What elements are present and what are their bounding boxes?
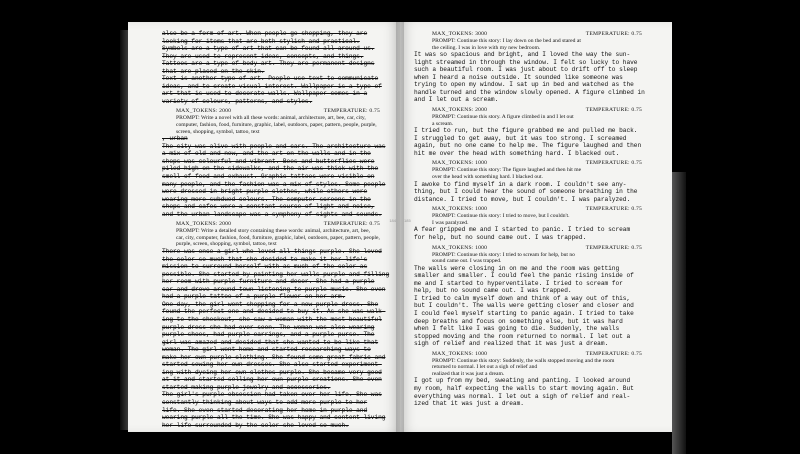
body-text-line: possible. She started by painting her walls purple and filling bbox=[162, 270, 390, 278]
body-text-line: again, but no one came to help me. The figure laughed and then bbox=[414, 142, 642, 150]
prompt-line: PROMPT: Continue this story: I lay down on the bed and stared at bbox=[432, 38, 581, 44]
body-text-line: shops was colourful and vibrant. Bees and butterflies were bbox=[162, 157, 375, 165]
generation-parameters bbox=[414, 107, 658, 114]
body-text-line: I could feel myself starting to panic again. I tried to take bbox=[414, 309, 634, 317]
body-text-line: ing with dyeing her own clothes purple. She became very good bbox=[162, 368, 382, 376]
left-page-top-text bbox=[162, 30, 390, 105]
body-text-line: such a beautiful room. I was just about to drift off to sleep bbox=[414, 66, 638, 74]
body-text-line: wearing purple all the time. She was happy and content living bbox=[162, 414, 386, 422]
body-text-line: everything was normal. I let out a sigh of relief and real- bbox=[414, 392, 631, 400]
temperature-label: TEMPERATURE: 0.75 bbox=[585, 31, 642, 37]
prompt-line: PROMPT: Continue this story: Suddenly, the walls stopped moving and the room bbox=[432, 357, 615, 364]
story-continuation-block bbox=[414, 31, 658, 104]
book-gutter bbox=[396, 22, 404, 432]
story-continuation-block bbox=[414, 245, 658, 348]
max-tokens-label: MAX_TOKENS: 2000 bbox=[176, 108, 232, 115]
temperature-label: TEMPERATURE: 0.75 bbox=[323, 108, 380, 115]
left-page-prompt-block-1 bbox=[162, 108, 390, 135]
body-text-line: ing to the checkout, she saw a woman with the most beautiful bbox=[162, 315, 382, 323]
temperature-label: TEMPERATURE: 0.75 bbox=[585, 350, 642, 357]
body-text-line: I got up from my bed, sweating and panting. I looked around bbox=[414, 377, 631, 385]
body-text-line: thing, but I could hear the sound of someone breathing in the bbox=[414, 188, 638, 196]
body-text-line: but I couldn't. The walls were getting closer and closer and bbox=[414, 302, 634, 310]
body-text-line: Symbols are a type of art that can be found all around us. bbox=[162, 45, 375, 53]
max-tokens-label: MAX_TOKENS: 1000 bbox=[432, 244, 488, 251]
left-page bbox=[128, 22, 400, 432]
prompt-line: returned to normal. I let out a sigh of relief and bbox=[432, 364, 538, 371]
prompt-line: PROMPT: Continue this story: I tried to scream for help, but no bbox=[432, 251, 575, 258]
left-page-middle-text bbox=[162, 135, 390, 218]
prompt-line: the ceiling. I was in love with my new bedroom. bbox=[432, 44, 541, 51]
body-text-line: stopped moving and the room returned to normal. I let out a bbox=[414, 332, 631, 340]
body-text-line: Tattoos are a type of body art. They are permanent designs bbox=[162, 60, 375, 68]
temperature-label: TEMPERATURE: 0.75 bbox=[585, 206, 642, 213]
max-tokens-label: MAX_TOKENS: 1000 bbox=[432, 160, 488, 167]
body-text-line: The city was alive with people and cars. The architecture was bbox=[162, 142, 386, 150]
body-text-line: smaller and smaller. I could feel the panic rising inside of bbox=[414, 272, 634, 280]
prompt-line: I was paralyzed. bbox=[432, 219, 469, 226]
prompt-line: purple, screen, shopping, symbol, tattoo, text bbox=[176, 241, 277, 248]
body-text-line: It was so spacious and bright, and I loved the way the sun- bbox=[414, 51, 631, 59]
body-text-line: deep breaths and focus on something else, but it was hard bbox=[414, 317, 623, 325]
right-page bbox=[400, 22, 672, 432]
body-text-line: found the perfect one and decided to buy it. As she was walk- bbox=[162, 308, 386, 316]
body-text-line: car and drove around town listening to purple music. She even bbox=[162, 285, 386, 293]
body-text-line: started sewing her own dresses. She also started experiment- bbox=[162, 361, 382, 369]
body-text-line: also be a form of art. When people go shopping, they are bbox=[162, 30, 368, 37]
body-text-line: I tried to calm myself down and think of a way out of this, bbox=[414, 294, 631, 302]
prompt-line: PROMPT: Continue this story: The figure laughed and then hit me bbox=[432, 167, 582, 174]
body-text-line: piled high on the sidewalks, and the air was thick with the bbox=[162, 165, 379, 173]
body-text-line: smell of food and exhaust. Graphic tattoos were visible on bbox=[162, 172, 375, 180]
body-text-line: me and I started to hyperventilate. I tried to scream for bbox=[414, 279, 623, 287]
temperature-label: TEMPERATURE: 0.75 bbox=[585, 107, 642, 114]
body-text-line: A fear gripped me and I started to panic. I tried to scream bbox=[414, 226, 631, 234]
body-text-line: light streamed in through the window. I felt so lucky to have bbox=[414, 58, 638, 66]
page-number-left: 184 bbox=[389, 218, 396, 223]
max-tokens-label: MAX_TOKENS: 3000 bbox=[432, 31, 488, 37]
body-text-line: started making purple jewelry and accessories. bbox=[162, 383, 331, 391]
body-text-line: at it and started selling her own purple creations. She even bbox=[162, 376, 382, 384]
body-text-line: woman. The girl went home and started researching ways to bbox=[162, 346, 371, 354]
body-text-line: purple dress she had ever seen. The woman was also wearing bbox=[162, 323, 375, 331]
prompt-line: PROMPT: Write a novel with all these words: animal, architecture, art, bee, car, city, bbox=[176, 115, 366, 122]
body-text-line: make her own purple clothing. She found some great fabric and bbox=[162, 353, 386, 361]
prompt-line: PROMPT: Write a detailed story containing these words: animal, architecture, art, bee, bbox=[176, 228, 371, 235]
prompt-line: PROMPT: Continue this story: I tried to move, but I couldn't. bbox=[432, 213, 570, 220]
generation-parameters bbox=[414, 351, 658, 358]
body-text-line: for help, but no sound came out. I was trapped. bbox=[414, 233, 587, 241]
generation-parameters bbox=[414, 31, 658, 38]
body-text-line: Text is another type of art. People use text to communicate bbox=[162, 75, 379, 83]
generation-parameters bbox=[414, 245, 658, 252]
body-text-line: when I felt like I was going to die. Suddenly, the walls bbox=[414, 325, 620, 333]
body-text-line: ized that it was just a dream. bbox=[414, 400, 524, 408]
body-text-line: a mix of old and new, and the art on the walls and in the bbox=[162, 150, 371, 158]
max-tokens-label: MAX_TOKENS: 2000 bbox=[176, 221, 232, 228]
body-text-line: my room, half expecting the walls to start moving again. But bbox=[414, 385, 634, 393]
body-text-line: variety of colours, patterns, and styles. bbox=[162, 97, 313, 105]
prompt-line: a scream. bbox=[432, 120, 454, 127]
temperature-label: TEMPERATURE: 0.75 bbox=[585, 244, 642, 251]
body-text-line: distance. I tried to move, but I couldn't. I was paralyzed. bbox=[414, 195, 631, 203]
max-tokens-label: MAX_TOKENS: 1000 bbox=[432, 206, 488, 213]
story-continuation-block bbox=[414, 206, 658, 241]
body-text-line: were dressed in bright purple clothes, while others were bbox=[162, 188, 368, 196]
prompt-line: realized that it was just a dream. bbox=[432, 370, 505, 377]
generation-parameters bbox=[414, 206, 658, 213]
prompt-line: car, city, computer, fashion, food, furniture, graphic, label, outdoors, paper, pattern, people, bbox=[176, 234, 380, 241]
body-text-line: the color so much that she decided to make it her life's bbox=[162, 255, 368, 263]
body-text-line: girl was amazed and decided that she wanted to be like that bbox=[162, 338, 379, 346]
body-text-line: her room with purple furniture and decor. She had a purple bbox=[162, 278, 375, 286]
generation-parameters bbox=[162, 108, 390, 115]
body-text-line: and I let out a scream. bbox=[414, 96, 499, 104]
body-text-line: handle turned and the window slowly opened. A figure climbed in bbox=[414, 88, 645, 96]
right-page-blocks bbox=[414, 31, 658, 408]
story-continuation-block bbox=[414, 107, 658, 157]
story-continuation-block bbox=[414, 351, 658, 408]
body-text-line: , urban bbox=[162, 135, 188, 143]
story-continuation-block bbox=[414, 160, 658, 203]
temperature-label: TEMPERATURE: 0.75 bbox=[323, 221, 380, 228]
body-text-line: shops and cafes were a constant source of light and noise, bbox=[162, 203, 375, 211]
temperature-label: TEMPERATURE: 0.75 bbox=[585, 160, 642, 167]
prompt-line: screen, shopping, symbol, tattoo, text bbox=[176, 128, 260, 135]
book-cover-edge-left bbox=[120, 30, 128, 430]
body-text-line: The walls were closing in on me and the room was getting bbox=[414, 264, 620, 272]
body-text-line: many people, and the fashion was a mix of styles. Some people bbox=[162, 180, 386, 188]
body-text-line: looking for items that are both stylish and practical. bbox=[162, 37, 360, 45]
body-text-line: art that is used to decorate walls. Wallpaper comes in a bbox=[162, 90, 368, 98]
body-text-line: wearing more subdued colours. The computer screens in the bbox=[162, 195, 371, 203]
body-text-line: mission to surround herself with as much of the color as bbox=[162, 263, 368, 271]
book-cover-edge-right bbox=[672, 172, 686, 454]
left-page-bottom-text bbox=[162, 248, 390, 429]
body-text-line: trying to open my window. I sat up in bed and watched as the bbox=[414, 81, 634, 89]
body-text-line: I tried to run, but the figure grabbed me and pulled me back. bbox=[414, 127, 638, 135]
prompt-line: sound came out. I was trapped. bbox=[432, 258, 502, 265]
body-text-line: sigh of relief and realized that it was just a dream. bbox=[414, 340, 609, 348]
open-book bbox=[128, 22, 672, 432]
left-page-prompt-block-2 bbox=[162, 221, 390, 248]
body-text-line: ideas, and to create visual interest. Wallpaper is a type of bbox=[162, 82, 382, 90]
body-text-line: I struggled to get away, but it was too strong. I screamed bbox=[414, 134, 627, 142]
body-text-line: The girl's purple obsession had taken over her life. She was bbox=[162, 391, 382, 399]
prompt-line: over the head with something hard. I blacked out. bbox=[432, 173, 543, 180]
body-text-line: They are used to represent ideas, concepts, and things. bbox=[162, 52, 364, 60]
generation-parameters bbox=[162, 221, 390, 228]
max-tokens-label: MAX_TOKENS: 2000 bbox=[432, 107, 488, 114]
body-text-line: had a purple tattoo of a purple flower on her arm. bbox=[162, 293, 346, 301]
page-number-right: 185 bbox=[404, 218, 411, 223]
body-text-line: that are placed on the skin. bbox=[162, 67, 265, 75]
prompt-line: PROMPT: Continue this story. A figure climbed in and I let out bbox=[432, 114, 574, 121]
body-text-line: and the urban landscape was a symphony of sights and sounds. bbox=[162, 210, 382, 218]
body-text-line: when I heard a noise outside. It sounded like someone was bbox=[414, 73, 623, 81]
body-text-line: help, but no sound came out. I was trapped. bbox=[414, 287, 572, 295]
body-text-line: hit me over the head with something hard. I blacked out. bbox=[414, 149, 620, 157]
body-text-line: purple shoes, had purple earrings, and a purple purse. The bbox=[162, 331, 375, 339]
body-text-line: I awoke to find myself in a dark room. I couldn't see any- bbox=[414, 180, 627, 188]
body-text-line: One day, the girl went shopping for a new purple dress. She bbox=[162, 300, 379, 308]
body-text-line: constantly thinking about ways to add more purple to her bbox=[162, 398, 368, 406]
body-text-line: There was once a girl who loved all things purple. She loved bbox=[162, 248, 382, 256]
body-text-line: her life surrounded by the color she loved so much. bbox=[162, 421, 349, 429]
body-text-line: life. She even started decorating her home in purple and bbox=[162, 406, 368, 414]
max-tokens-label: MAX_TOKENS: 1000 bbox=[432, 350, 488, 357]
prompt-line: computer, fashion, food, furniture, graphic, label, outdoors, paper, pattern, people, purple, bbox=[176, 122, 377, 129]
